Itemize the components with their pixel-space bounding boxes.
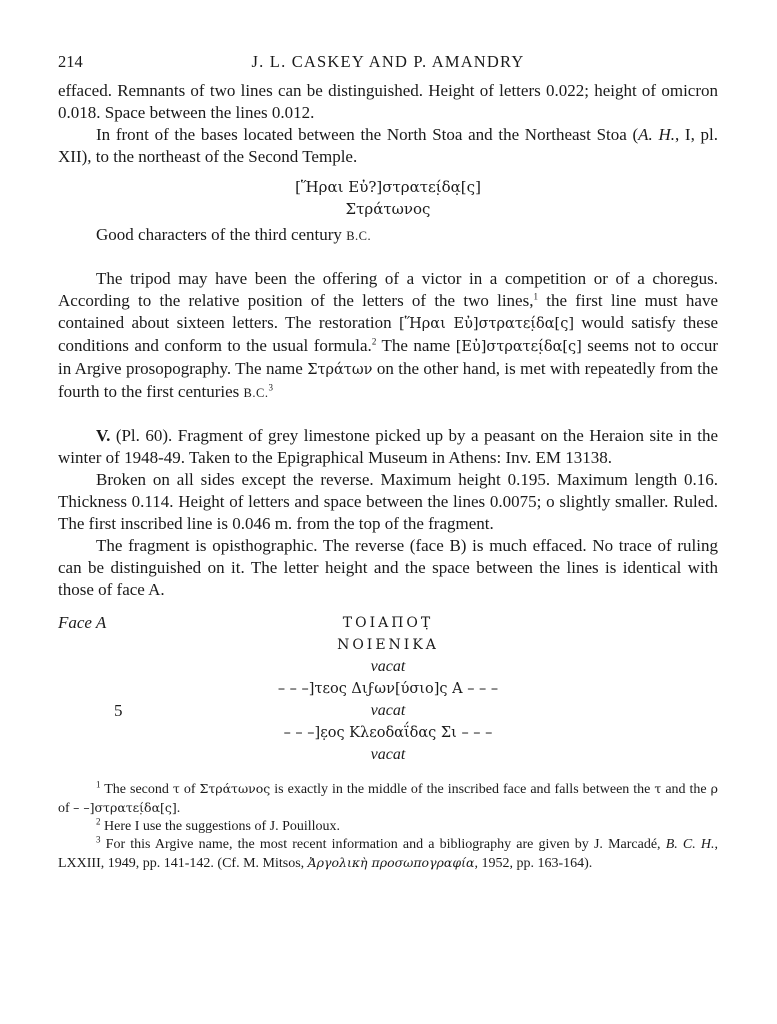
face-a-vacat: vacat — [370, 658, 406, 675]
discussion-text: the first line must have contained about sixteen letters. The restoration — [58, 291, 718, 332]
footnote-text: is exactly in the middle of the inscribed face and falls between the — [270, 782, 655, 797]
discussion-paragraph — [58, 268, 718, 404]
greek-name-2: Στράτων — [307, 362, 373, 378]
greek-name-1: [Εὐ]στρατεί̣δα[ς] — [455, 339, 582, 355]
section-v-intro — [58, 425, 718, 469]
discussion-text: The tripod may have been the offering of a victor in a competition or of a choregus. According to the relative position of the letters of the two lines, — [58, 269, 718, 310]
section-v-face-b: The fragment is opisthographic. The reverse (face B) is much effaced. No trace of ruling can be distinguished on it. The letter height and the space between the lines is identical with those of face A. — [58, 536, 718, 599]
footnote-ref-1[interactable]: 1 — [533, 291, 538, 302]
bc-abbrev: B.C. — [346, 229, 372, 243]
footnote-text: of — [58, 801, 74, 816]
section-v-text: (Pl. 60). Fragment of grey limestone picked up by a peasant on the Heraion site in the winter of 1948-49. Taken to the Epigraphical Museum in Athens: Inv. EM 13138. — [58, 426, 718, 467]
discussion-text: The name — [376, 336, 456, 355]
greek-letter: ρ — [710, 781, 718, 796]
characters-text: Good characters of the third century — [96, 225, 342, 244]
running-header — [58, 52, 718, 80]
face-a-inscription — [58, 612, 718, 772]
intro-paragraph: effaced. Remnants of two lines can be distinguished. Height of letters 0.022; height of omicron 0.018. Space between the lines 0.012. — [58, 81, 718, 122]
greek-restoration: [Ἥραι Εὐ]στρατεί̣δα[ς] — [398, 316, 574, 332]
greek-letter: τ — [654, 781, 662, 796]
inscription-line-2: Στράτωνος — [345, 200, 431, 218]
inscription-line-1: [Ἥραι Εὐ?]στρατεί̣δα̣[ς] — [295, 178, 481, 196]
location-text: In front of the bases located between the North Stoa and the Northeast Stoa ( — [96, 125, 639, 144]
footnote-text: and the — [661, 782, 711, 797]
footnote-ref-2[interactable]: 2 — [371, 336, 377, 347]
greek-word: Στράτωνος — [199, 781, 271, 796]
discussion-text: seems not to occur in Argive prosopography. The name — [58, 336, 718, 378]
face-a-line: ΤΟΙΑΠΟΤ̣ — [342, 615, 434, 631]
inscription-iv — [58, 176, 718, 220]
footnote-text: of — [179, 782, 200, 797]
face-a-line: – – –]τεος Διϝων[ύσιο]ς Α – – – — [277, 681, 499, 697]
footnote-3 — [58, 836, 718, 873]
greek-fragment: – –]στρατεί̣δα[ς] — [73, 800, 177, 815]
footnote-text: Here I use the suggestions of J. Pouilloux. — [100, 819, 341, 834]
bc-abbrev: B.C. — [243, 386, 269, 400]
ah-citation: A. H. — [638, 125, 675, 144]
face-a-line: – – –]ε̣ος Κλεοδαΐδας Σι – – – — [283, 725, 493, 741]
discussion-text: would satisfy these conditions and conform to the usual formula. — [58, 313, 718, 355]
footnote-number: 1 — [96, 779, 101, 790]
section-v-description: Broken on all sides except the reverse. Maximum height 0.195. Maximum length 0.16. Thickness 0.114. Height of letters and space between the lines 0.0075; o slightly smaller. Ruled. The first inscribed line is 0.046 m. from the top of the fragment. — [58, 470, 718, 533]
bch-citation: B. C. H. — [665, 837, 715, 852]
greek-letter: τ — [172, 781, 180, 796]
line-number-5: 5 — [114, 701, 123, 720]
location-text-end: , I, pl. XII), to the northeast of the Second Temple. — [58, 125, 718, 166]
discussion-text: on the other hand, is met with repeatedly from the fourth to the first centuries — [58, 359, 718, 401]
footnote-number: 3 — [96, 834, 101, 845]
face-a-lines — [58, 612, 718, 766]
footnote-text: The second — [100, 782, 173, 797]
footnote-2 — [58, 818, 718, 836]
characters-note — [58, 224, 718, 247]
footnote-ref-3[interactable]: 3 — [268, 382, 273, 393]
footnote-text: , 1952, pp. 163-164). — [474, 856, 593, 871]
face-a-label: Face A — [58, 613, 107, 632]
face-a-vacat: vacat — [370, 702, 406, 719]
location-paragraph — [58, 124, 718, 168]
face-a-line: ΝΟΙΕΝΙΚΑ — [337, 637, 439, 653]
footnote-1 — [58, 780, 718, 818]
greek-title: Ἀργολικὴ προσωπογραφία — [307, 855, 475, 870]
page — [58, 52, 718, 873]
page-number: 214 — [58, 52, 83, 71]
running-title: J. L. CASKEY AND P. AMANDRY — [251, 52, 525, 71]
face-a-vacat: vacat — [370, 746, 406, 763]
footnote-text: For this Argive name, the most recent information and a bibliography are given by J. Marcadé, — [100, 837, 666, 852]
footnote-text: , LXXIII, 1949, pp. 141-142. (Cf. M. Mitsos, — [58, 837, 718, 871]
footnotes — [58, 780, 718, 873]
footnote-text: . — [176, 801, 181, 816]
section-numeral: V. — [96, 426, 111, 445]
footnote-number: 2 — [96, 816, 101, 827]
